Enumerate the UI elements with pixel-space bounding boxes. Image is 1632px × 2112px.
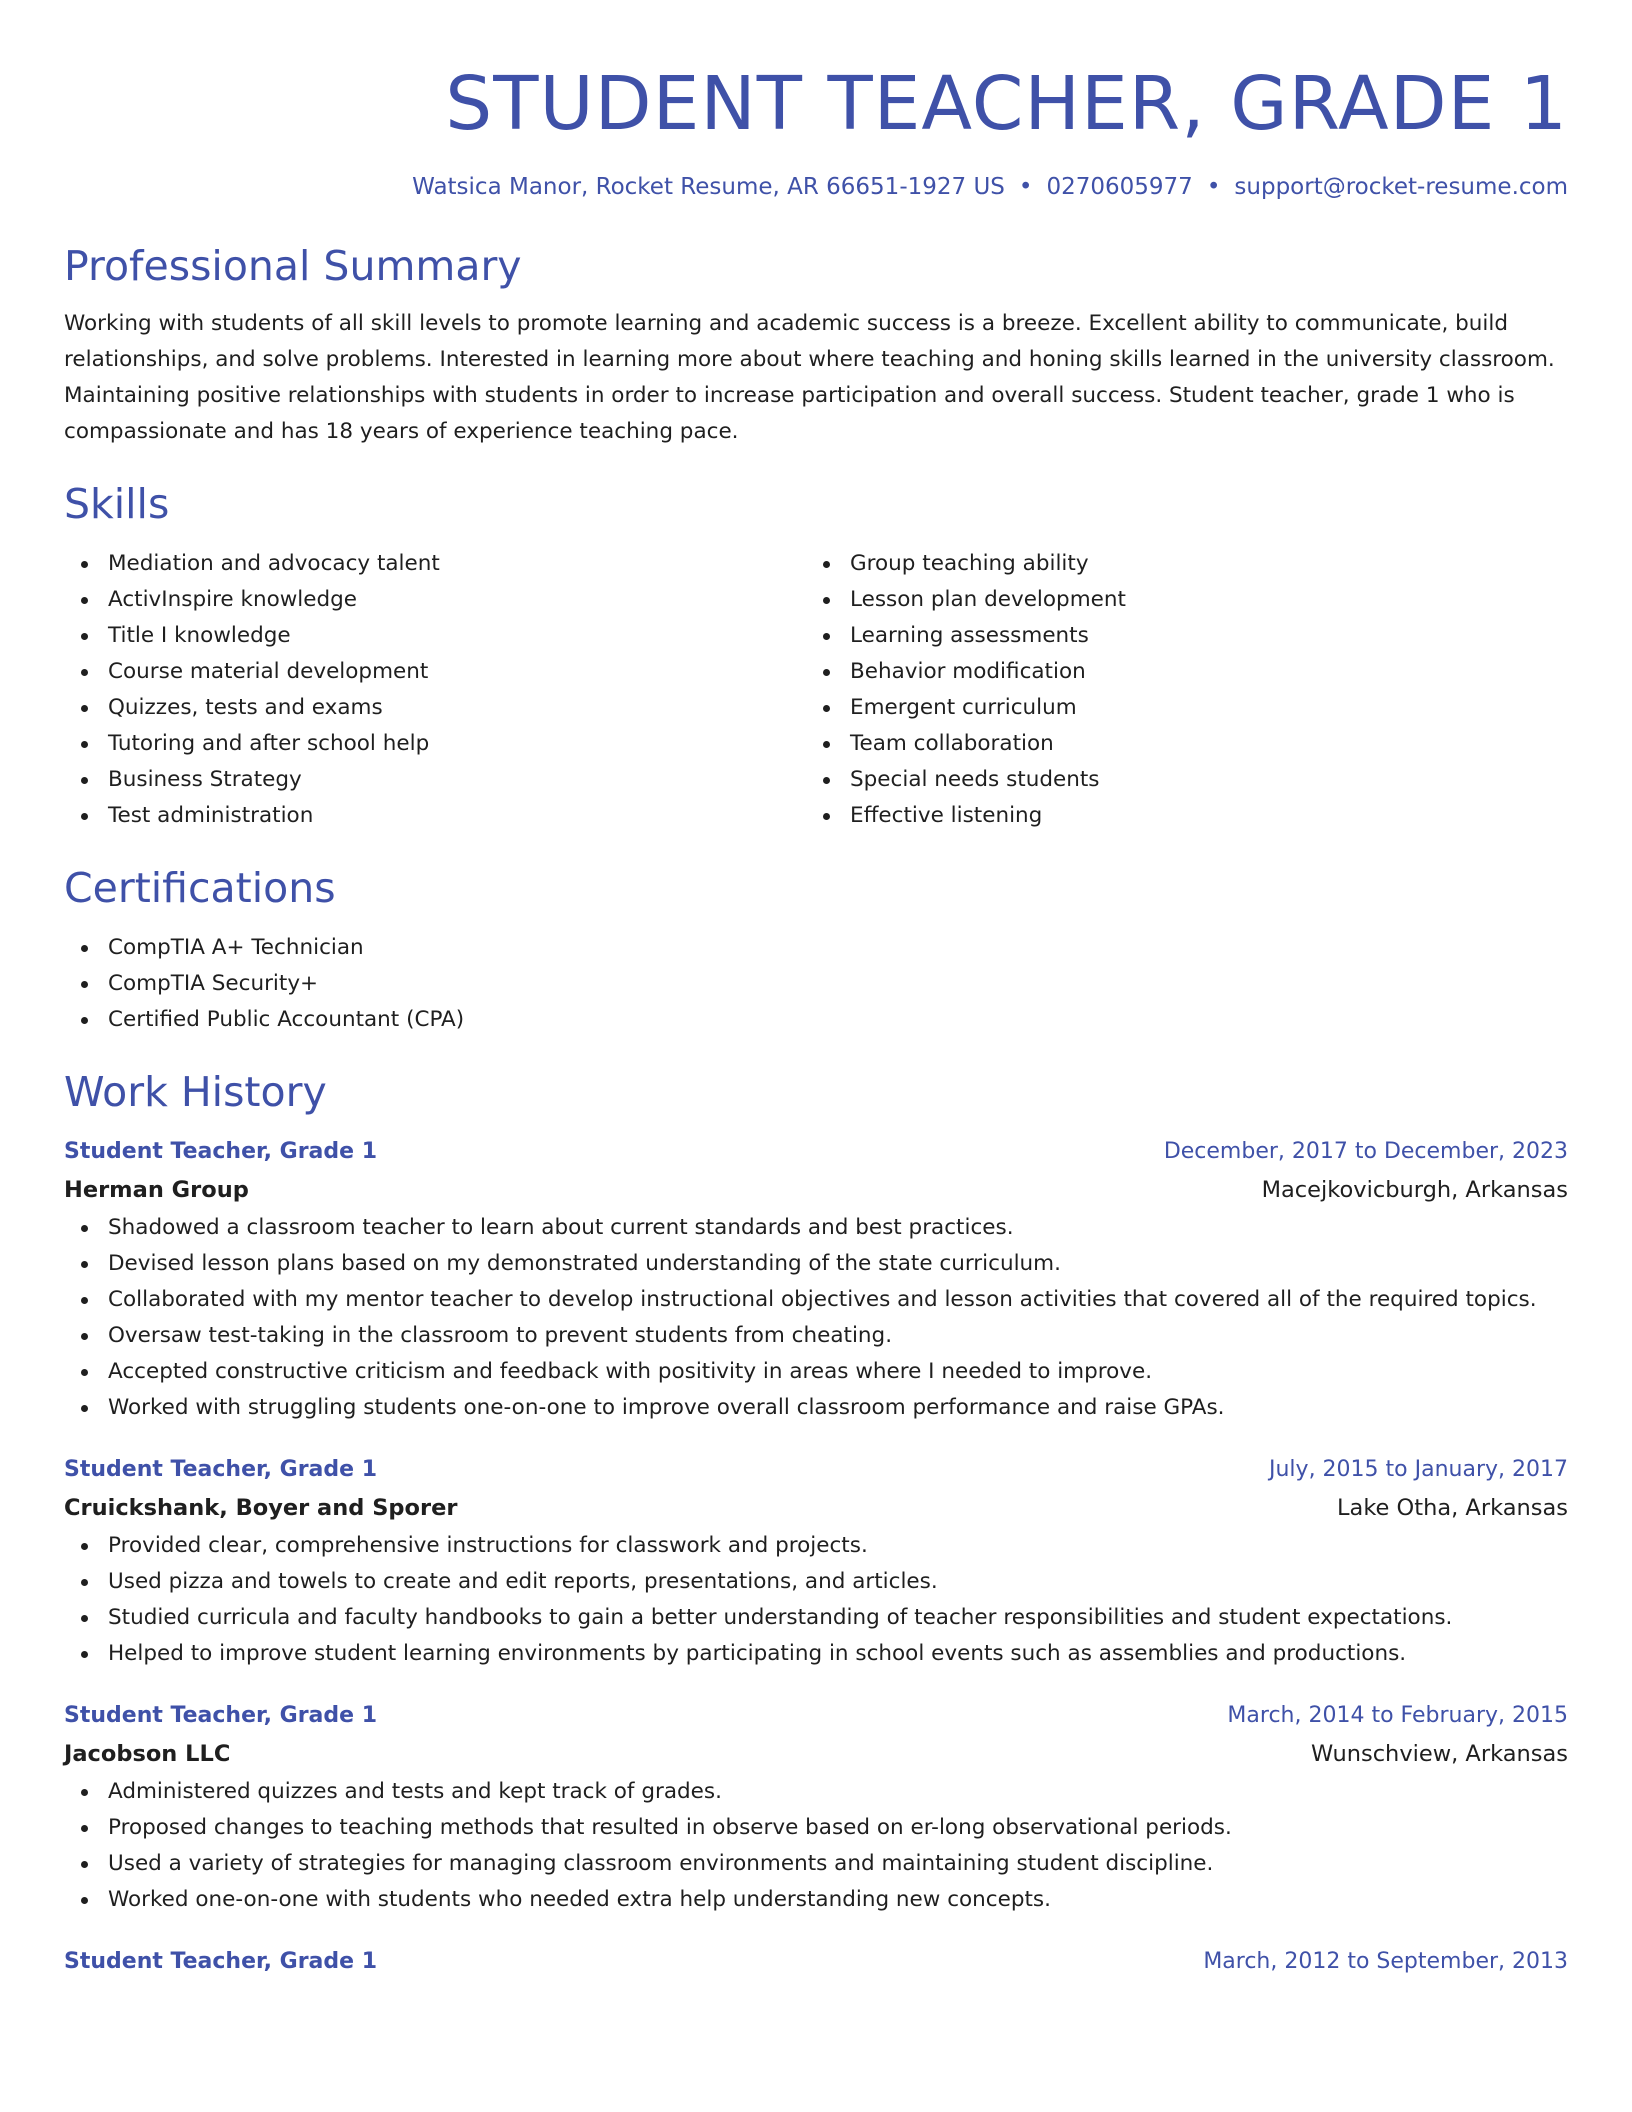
- list-item: Oversaw test-taking in the classroom to prevent students from cheating.: [64, 1318, 1568, 1354]
- list-item: Quizzes, tests and exams: [64, 690, 806, 726]
- list-item: Used pizza and towels to create and edit reports, presentations, and articles.: [64, 1564, 1568, 1600]
- separator: •: [1206, 174, 1221, 200]
- list-item: Administered quizzes and tests and kept track of grades.: [64, 1774, 1568, 1810]
- list-item: Learning assessments: [806, 618, 1548, 654]
- certifications-section: [64, 860, 1568, 1038]
- work-section: [64, 1064, 1568, 1980]
- list-item: Provided clear, comprehensive instructions for classwork and projects.: [64, 1528, 1568, 1564]
- phone: 0270605977: [1046, 174, 1193, 200]
- list-item: Collaborated with my mentor teacher to develop instructional objectives and lesson activities that covered all of the required topics.: [64, 1282, 1568, 1318]
- job-dates: July, 2015 to January, 2017: [1269, 1457, 1568, 1482]
- job-title: Student Teacher, Grade 1: [64, 1703, 378, 1728]
- address: Watsica Manor, Rocket Resume, AR 66651-1927 US: [412, 174, 1005, 200]
- job-title: Student Teacher, Grade 1: [64, 1457, 378, 1482]
- job-header: [64, 1698, 1568, 1734]
- list-item: Title I knowledge: [64, 618, 806, 654]
- list-item: CompTIA A+ Technician: [64, 930, 1568, 966]
- summary-text: Working with students of all skill levels to promote learning and academic success is a breeze. Excellent ability to communicate, build relationships, and solve problems. Interested in learning more about where teaching and honing skills learned in the university classroom. Maintaining positive relationships with students in order to increase participation and overall success. Student teacher, grade 1 who is compassionate and has 18 years of experience teaching pace.: [64, 311, 1555, 444]
- job-entry: [64, 1698, 1568, 1918]
- list-item: Accepted constructive criticism and feedback with positivity in areas where I needed to improve.: [64, 1354, 1568, 1390]
- list-item: Tutoring and after school help: [64, 726, 806, 762]
- list-item: Worked one-on-one with students who needed extra help understanding new concepts.: [64, 1882, 1568, 1918]
- job-company: Jacobson LLC: [64, 1741, 231, 1767]
- skills-left-list: [64, 546, 806, 834]
- job-subheader: [64, 1488, 1568, 1528]
- list-item: Shadowed a classroom teacher to learn about current standards and best practices.: [64, 1210, 1568, 1246]
- list-item: Lesson plan development: [806, 582, 1548, 618]
- job-location: Wunschview, Arkansas: [1311, 1741, 1568, 1767]
- skills-section: [64, 476, 1568, 834]
- job-entry: [64, 1452, 1568, 1672]
- summary-section: [64, 238, 1568, 450]
- certifications-list: [64, 930, 1568, 1038]
- job-bullets: [64, 1774, 1568, 1918]
- job-entry: [64, 1944, 1568, 1980]
- skills-right-list: [806, 546, 1548, 834]
- job-dates: March, 2014 to February, 2015: [1227, 1703, 1568, 1728]
- list-item: Business Strategy: [64, 762, 806, 798]
- contact-line: [64, 170, 1568, 204]
- job-bullets: [64, 1210, 1568, 1426]
- list-item: ActivInspire knowledge: [64, 582, 806, 618]
- list-item: Used a variety of strategies for managing classroom environments and maintaining student discipline.: [64, 1846, 1568, 1882]
- job-title: Student Teacher, Grade 1: [64, 1949, 378, 1974]
- list-item: Special needs students: [806, 762, 1548, 798]
- work-heading: Work History: [64, 1068, 327, 1116]
- job-title: Student Teacher, Grade 1: [64, 1139, 378, 1164]
- list-item: Emergent curriculum: [806, 690, 1548, 726]
- job-location: Macejkovicburgh, Arkansas: [1261, 1177, 1568, 1203]
- job-dates: December, 2017 to December, 2023: [1163, 1139, 1568, 1164]
- separator: •: [1018, 174, 1033, 200]
- list-item: Devised lesson plans based on my demonstrated understanding of the state curriculum.: [64, 1246, 1568, 1282]
- list-item: Course material development: [64, 654, 806, 690]
- summary-heading: Professional Summary: [64, 242, 522, 290]
- list-item: Behavior modification: [806, 654, 1548, 690]
- list-item: Studied curricula and faculty handbooks to gain a better understanding of teacher responsibilities and student expectations.: [64, 1600, 1568, 1636]
- job-header: [64, 1452, 1568, 1488]
- job-dates: March, 2012 to September, 2013: [1203, 1949, 1568, 1974]
- resume-name: STUDENT TEACHER, GRADE 1: [445, 61, 1568, 147]
- job-subheader: [64, 1170, 1568, 1210]
- job-company: Cruickshank, Boyer and Sporer: [64, 1495, 458, 1521]
- job-entry: [64, 1134, 1568, 1426]
- job-company: Herman Group: [64, 1177, 249, 1203]
- list-item: CompTIA Security+: [64, 966, 1568, 1002]
- job-subheader: [64, 1734, 1568, 1774]
- job-location: Lake Otha, Arkansas: [1337, 1495, 1568, 1521]
- list-item: Group teaching ability: [806, 546, 1548, 582]
- list-item: Helped to improve student learning environments by participating in school events such as assemblies and productions.: [64, 1636, 1568, 1672]
- jobs-list: [64, 1134, 1568, 1980]
- list-item: Proposed changes to teaching methods that resulted in observe based on er-long observational periods.: [64, 1810, 1568, 1846]
- skills-heading: Skills: [64, 480, 170, 528]
- skills-grid: [64, 546, 1568, 834]
- certifications-heading: Certifications: [64, 864, 336, 912]
- email: support@rocket-resume.com: [1234, 174, 1568, 200]
- list-item: Team collaboration: [806, 726, 1548, 762]
- resume-page: [64, 0, 1568, 2006]
- list-item: Certified Public Accountant (CPA): [64, 1002, 1568, 1038]
- list-item: Effective listening: [806, 798, 1548, 834]
- list-item: Mediation and advocacy talent: [64, 546, 806, 582]
- list-item: Test administration: [64, 798, 806, 834]
- job-header: [64, 1134, 1568, 1170]
- job-header: [64, 1944, 1568, 1980]
- job-bullets: [64, 1528, 1568, 1672]
- list-item: Worked with struggling students one-on-one to improve overall classroom performance and raise GPAs.: [64, 1390, 1568, 1426]
